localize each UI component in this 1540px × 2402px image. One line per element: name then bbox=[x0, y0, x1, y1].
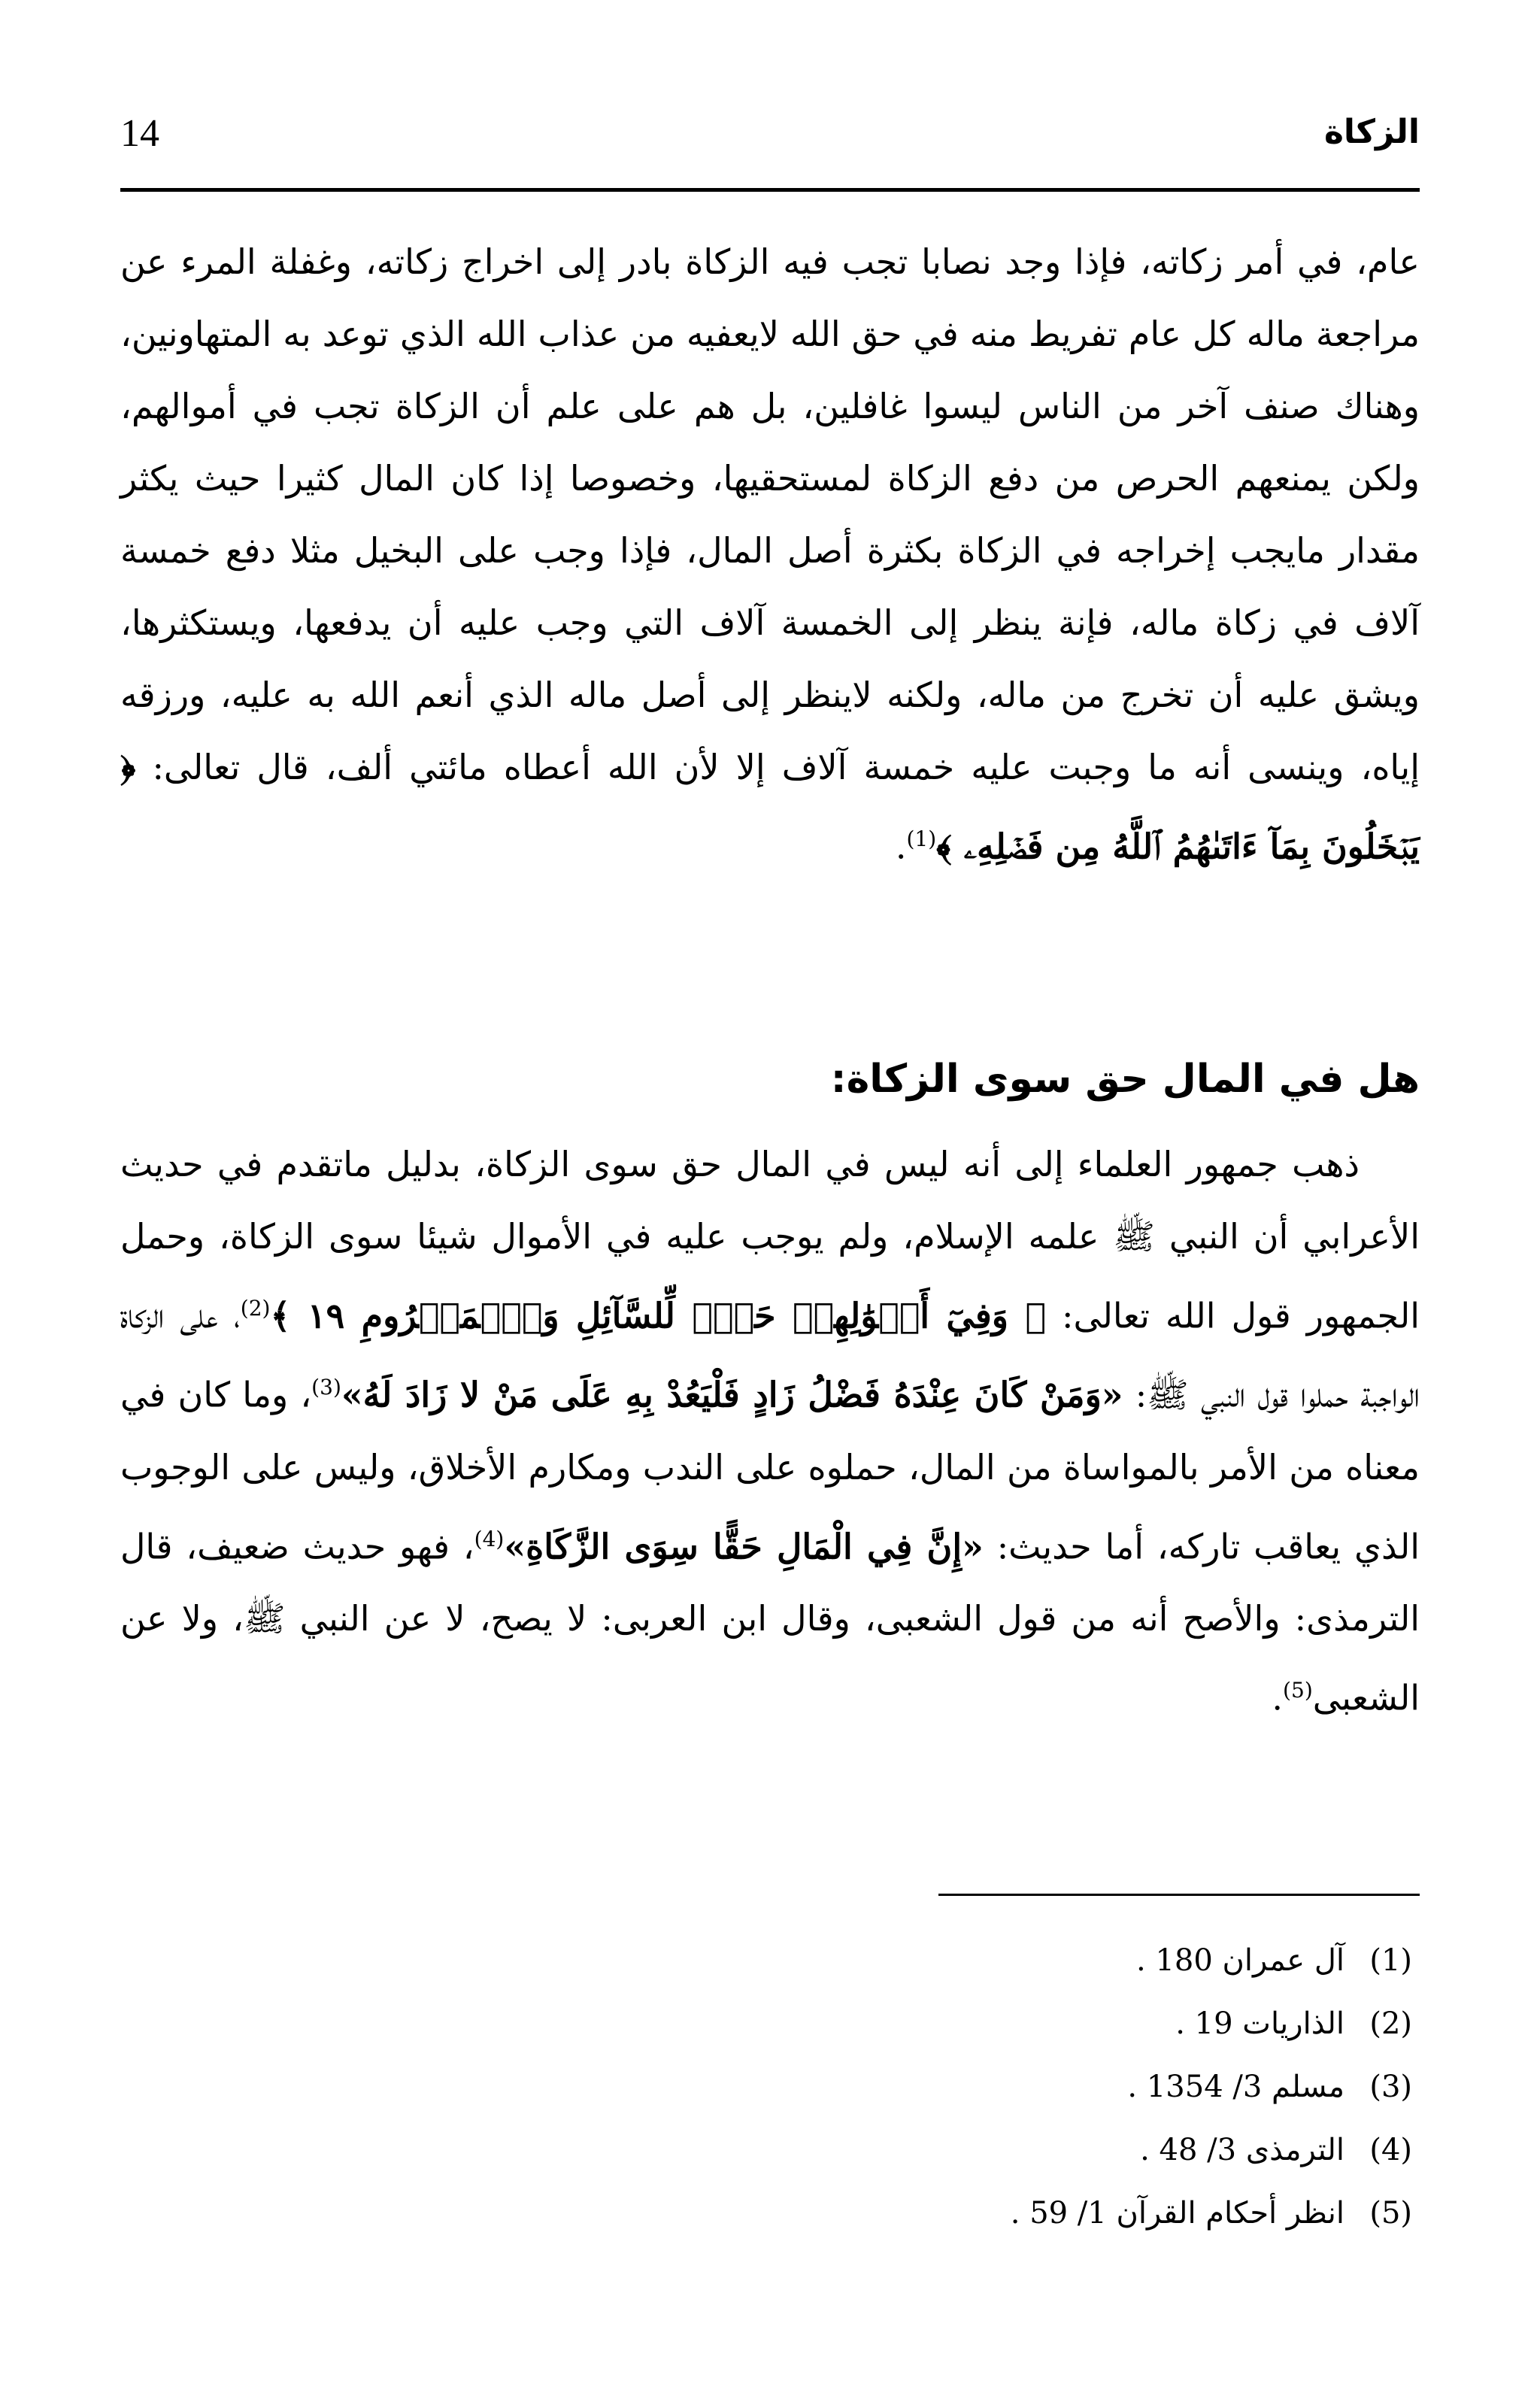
header-rule bbox=[120, 188, 1420, 192]
paragraph-2-part-a: ذهب جمهور العلماء إلى أنه ليس في المال حق سوى الزكاة، بدليل ماتقدم في حديث الأعرابي أن النبي ﷺ علمه الإسلام، ولم يوجب عليه في الأموال شيئا سوى الزكاة، وحمل الجمهور قول الله تعالى: bbox=[120, 1144, 1420, 1336]
footnote-number: (1) bbox=[1369, 1943, 1412, 1978]
footnote-number: (5) bbox=[1369, 2196, 1412, 2231]
footnote-item bbox=[120, 1929, 1412, 1992]
quran-quote-2: ﴿ وَفِيٓ أَمۡوَٰلِهِمۡ حَقّٞ لِّلسَّآئِلِ وَٱلۡمَحۡرُومِ ١٩ ﴾ bbox=[270, 1295, 1047, 1336]
footnote-ref-3: (3) bbox=[311, 1375, 341, 1400]
hadith-quote-2: «إِنَّ فِي الْمَالِ حَقًّا سِوَى الزَّكَاةِ» bbox=[504, 1525, 984, 1566]
quran-quote-1: ﴿ يَبۡخَلُونَ بِمَآ ءَاتَىٰهُمُ ٱللَّهُ مِن فَضۡلِهِۦ ﴾ bbox=[120, 747, 1420, 867]
footnote-ref-1: (1) bbox=[906, 826, 937, 851]
paragraph-2-part-d: ، فهو حديث ضعيف، قال الترمذى: والأصح أنه من قول الشعبى، وقال ابن العربى: لا يصح، لا عن النبي ﷺ، ولا عن الشعبى bbox=[120, 1525, 1420, 1718]
page-number: 14 bbox=[120, 112, 159, 155]
paragraph-2-part-b: ، على الزكاة الواجبة حملوا قول النبي ﷺ: bbox=[120, 1295, 1420, 1415]
hadith-quote-1: «وَمَنْ كَانَ عِنْدَهُ فَضْلُ زَادٍ فَلْيَعُدْ بِهِ عَلَى مَنْ لا زَادَ لَهُ» bbox=[341, 1374, 1123, 1415]
running-title: الزكاة bbox=[1323, 113, 1420, 151]
footnote-rule bbox=[938, 1894, 1420, 1896]
paragraph-1 bbox=[120, 226, 1420, 882]
footnote-text: آل عمران 180 . bbox=[1136, 1943, 1344, 1978]
paragraph-1-text bbox=[120, 226, 1420, 882]
footnote-ref-5: (5) bbox=[1283, 1677, 1313, 1703]
footnote-item bbox=[120, 2118, 1412, 2182]
footnote-number: (4) bbox=[1369, 2133, 1412, 2167]
footnote-number: (2) bbox=[1369, 2006, 1412, 2041]
footnote-text: مسلم 3/ 1354 . bbox=[1127, 2070, 1344, 2104]
footnote-item bbox=[120, 2055, 1412, 2118]
paragraph-2-end: . bbox=[1272, 1677, 1284, 1718]
paragraph-2-part-c: ، وما كان في معناه من الأمر بالمواساة من المال، حملوه على الندب ومكارم الأخلاق، وليس على الوجوب الذي يعاقب تاركه، أما حديث: bbox=[120, 1374, 1420, 1566]
footnote-text: الذاريات 19 . bbox=[1175, 2006, 1344, 2041]
footnote-item bbox=[120, 1992, 1412, 2055]
paragraph-1-end: . bbox=[895, 826, 907, 867]
footnote-number: (3) bbox=[1369, 2070, 1412, 2104]
footnotes-list bbox=[120, 1929, 1412, 2245]
footnote-text: الترمذى 3/ 48 . bbox=[1140, 2133, 1344, 2167]
paragraph-1-body: عام، في أمر زكاته، فإذا وجد نصابا تجب فيه الزكاة بادر إلى اخراج زكاته، وغفلة المرء عن مراجعة ماله كل عام تفريط منه في حق الله لايعفيه من عذاب الله الذي توعد به المتهاونين، وهناك صنف آخر من الناس ليسوا غافلين، بل هم على علم أن الزكاة تجب في أموالهم، ولكن يمنعهم الحرص من دفع الزكاة لمستحقيها، وخصوصا إذا كان المال كثيرا حيث يكثر مقدار مايجب إخراجه في الزكاة بكثرة أصل المال، فإذا وجب على البخيل مثلا دفع خمسة آلاف في زكاة ماله، فإنة ينظر إلى الخمسة آلاف التي وجب عليه أن يدفعها، ويستكثرها، ويشق عليه أن تخرج من ماله، ولكنه لاينظر إلى أصل ماله الذي أنعم الله به عليه، ورزقه إياه، وينسى أنه ما وجبت عليه خمسة آلاف إلا لأن الله أعطاه مائتي ألف، قال تعالى: bbox=[120, 241, 1420, 787]
footnote-ref-2: (2) bbox=[240, 1296, 271, 1321]
page-header bbox=[120, 105, 1420, 165]
footnote-item bbox=[120, 2182, 1412, 2245]
paragraph-2-text bbox=[120, 1128, 1420, 1733]
section-heading: هل في المال حق سوى الزكاة: bbox=[830, 1057, 1420, 1102]
footnote-ref-4: (4) bbox=[474, 1526, 505, 1551]
paragraph-2 bbox=[120, 1128, 1420, 1733]
footnote-text: انظر أحكام القرآن 1/ 59 . bbox=[1010, 2196, 1344, 2231]
